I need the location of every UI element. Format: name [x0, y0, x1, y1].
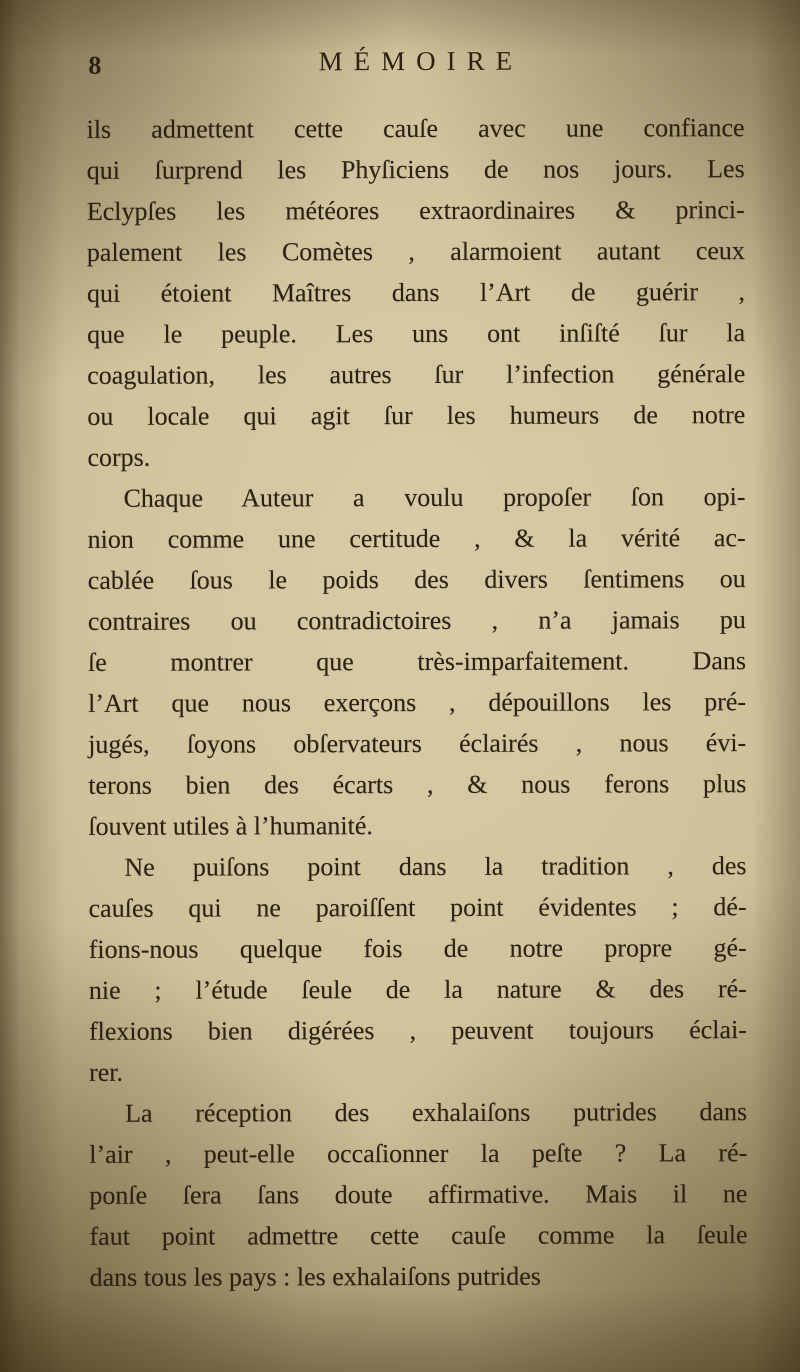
text-line: palement les Comètes , alarmoient autant ceux — [86, 236, 745, 267]
text-line: qui ſurprend les Phyſiciens de nos jours. Les — [86, 154, 745, 185]
text-line: corps. — [87, 442, 151, 472]
text-line: Ne puiſons point dans la tradition , des — [124, 851, 747, 882]
text-line: coagulation, les autres ſur l’infection générale — [87, 359, 746, 390]
text-line: La réception des exhalaiſons putrides dans — [125, 1097, 748, 1128]
text-line: ou locale qui agit ſur les humeurs de notre — [87, 400, 746, 431]
text-line: cablée ſous le poids des divers ſentimens ou — [87, 564, 746, 595]
text-line: faut point admettre cette cauſe comme la ſeule — [89, 1220, 748, 1251]
text-block — [87, 107, 748, 1298]
paragraph — [89, 1091, 748, 1298]
text-line: dans tous les pays : les exhalaiſons putrides — [89, 1261, 541, 1292]
text-line: l’Art que nous exerçons , dépouillons les pré- — [88, 687, 747, 718]
page-content — [86, 45, 747, 1298]
paragraph — [87, 476, 746, 847]
text-line: terons bien des écarts , & nous ferons plus — [88, 769, 747, 800]
text-line: contraires ou contradictoires , n’a jamais pu — [87, 605, 746, 636]
text-line: rer. — [89, 1057, 124, 1087]
text-line: fions-nous quelque fois de notre propre gé- — [88, 933, 747, 964]
text-line: nion comme une certitude , & la vérité ac- — [87, 523, 746, 554]
text-line: ſouvent utiles à l’humanité. — [88, 811, 373, 841]
running-title: MÉMOIRE — [318, 45, 524, 77]
text-line: Chaque Auteur a voulu propoſer ſon opi- — [123, 482, 746, 513]
text-line: que le peuple. Les uns ont inſiſté ſur la — [87, 318, 746, 349]
text-line: ponſe ſera ſans doute affirmative. Mais il ne — [89, 1179, 748, 1210]
paragraph — [87, 107, 746, 478]
text-line: cauſes qui ne paroiſſent point évidentes ; dé- — [88, 892, 747, 923]
text-line: nie ; l’étude ſeule de la nature & des ré- — [88, 974, 747, 1005]
text-line: jugés, ſoyons obſervateurs éclairés , nous évi- — [88, 728, 747, 759]
text-line: flexions bien digérées , peuvent toujours éclai- — [88, 1015, 747, 1046]
page-header — [86, 45, 744, 93]
paragraph — [88, 845, 747, 1093]
text-line: ils admettent cette cauſe avec une confiance — [86, 113, 745, 144]
page-number: 8 — [88, 50, 102, 80]
text-line: Eclypſes les météores extraordinaires & princi- — [86, 195, 745, 226]
text-line: ſe montrer que très-imparfaitement. Dans — [87, 646, 747, 677]
text-line: qui étoient Maîtres dans l’Art de guérir , — [86, 277, 746, 308]
text-line: l’air , peut-elle occaſionner la peſte ? La ré- — [89, 1138, 748, 1169]
